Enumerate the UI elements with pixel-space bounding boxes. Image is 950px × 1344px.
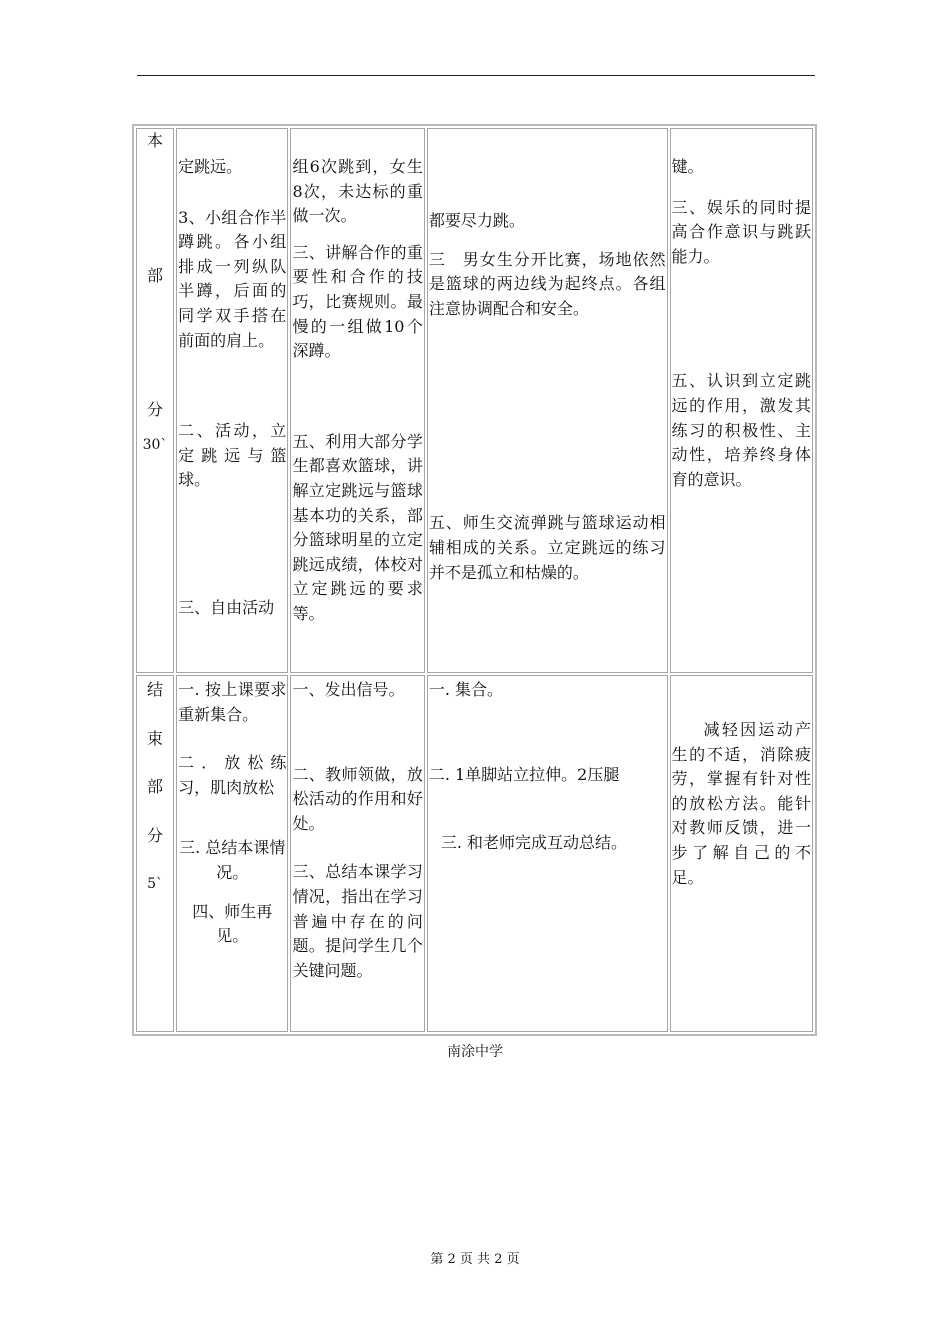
cell-text: 三. 和老师完成互动总结。 — [440, 833, 628, 853]
section-char: 分 — [147, 400, 164, 420]
cell-text: 三、总结本课学习情况，指出在学习普遍中存在的问题。提问学生几个关键问题。 — [292, 862, 423, 980]
cell-text: 二. 1单脚站立拉伸。2压腿 — [428, 764, 620, 784]
cell-text: 三、自由活动 — [178, 597, 275, 617]
section-char: 束 — [147, 728, 164, 748]
cell-text: 键。 — [671, 157, 704, 176]
section-duration: 30` — [142, 436, 168, 453]
section-char: 分 — [147, 825, 164, 845]
section-char: 结 — [147, 680, 164, 699]
section-char: 部 — [147, 777, 164, 797]
cell-text: 二．放松练习，肌肉放松 — [178, 753, 287, 797]
cell-text: 五、利用大部分学生都喜欢篮球，讲解立定跳远与篮球基本功的关系，部分篮球明星的立定跳远成绩，体校对立定跳远的要求等。 — [292, 431, 423, 623]
cell-main-content — [176, 128, 288, 673]
cell-text: 减轻因运动产生的不适，消除疲劳，掌握有针对性的放松方法。能针对教师反馈，进一步了解自己的不足。 — [671, 720, 811, 887]
cell-text: 五、认识到立定跳远的作用，激发其练习的积极性、主动性，培养终身体育的意识。 — [671, 371, 811, 489]
cell-end-teacher — [290, 675, 424, 1032]
cell-main-teacher — [290, 128, 424, 673]
cell-text: 四、师生再见。 — [192, 901, 273, 946]
cell-end-goal — [670, 675, 813, 1032]
school-name: 南涂中学 — [447, 1044, 503, 1060]
cell-text: 三. 总结本课情况。 — [179, 838, 286, 882]
cell-text: 三、讲解合作的重要性和合作的技巧，比赛规则。最慢的一组做10个深蹲。 — [292, 242, 423, 361]
cell-main-student — [427, 128, 668, 673]
cell-text: 都要尽力跳。 — [428, 211, 525, 230]
cell-text: 定跳远。 — [178, 157, 243, 176]
cell-text: 五、师生交流弹跳与篮球运动相辅相成的关系。立定跳远的练习并不是孤立和枯燥的。 — [428, 513, 666, 582]
cell-text: 组6次跳到，女生8次，未达标的重做一次。 — [292, 157, 423, 226]
cell-end-student — [427, 675, 668, 1032]
table-row-main-part — [136, 128, 813, 673]
section-label-main — [136, 128, 174, 673]
lesson-plan-table — [132, 124, 817, 1036]
cell-text: 一、发出信号。 — [292, 680, 405, 699]
table-row-end-part — [136, 675, 813, 1032]
cell-end-content — [176, 675, 288, 1032]
cell-text: 二、活动，立定跳远与篮球。 — [178, 421, 287, 490]
cell-text: 三 男女生分开比赛，场地依然是篮球的两边线为起终点。各组注意协调配合和安全。 — [428, 249, 666, 318]
section-char: 本 — [147, 131, 164, 150]
cell-main-goal — [670, 128, 813, 673]
section-label-end — [136, 675, 174, 1032]
cell-text: 一. 集合。 — [428, 680, 504, 699]
cell-text: 3、小组合作半蹲跳。各小组排成一列纵队半蹲，后面的同学双手搭在前面的肩上。 — [178, 207, 287, 350]
cell-text: 二、教师领做，放松活动的作用和好处。 — [292, 764, 423, 833]
cell-text: 一. 按上课要求重新集合。 — [178, 680, 287, 724]
page-number: 第 2 页 共 2 页 — [430, 1252, 520, 1267]
section-char: 部 — [147, 265, 164, 285]
cell-text: 三、娱乐的同时提高合作意识与跳跃能力。 — [671, 197, 811, 266]
header-rule — [137, 75, 815, 76]
section-duration: 5` — [147, 876, 164, 893]
